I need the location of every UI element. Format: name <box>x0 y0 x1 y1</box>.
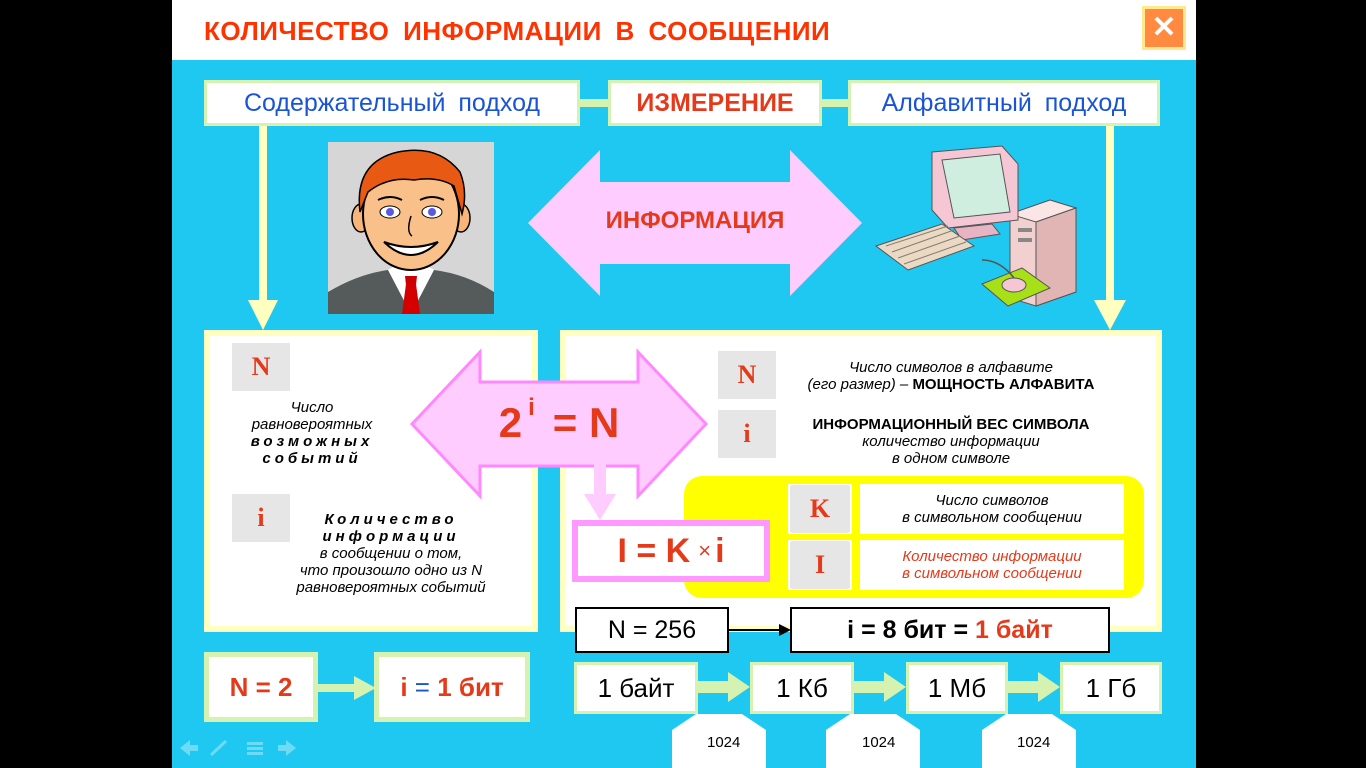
factor-1024-3: 1024 <box>1017 734 1051 751</box>
big-i-desc-line-1: Количество информации <box>902 548 1082 565</box>
unit-kb <box>750 662 854 714</box>
k-desc-line-1: Число символов <box>935 492 1049 509</box>
content-approach-label: Содержательный подход <box>243 88 541 117</box>
i-right-line-2: количество информации <box>862 433 1040 450</box>
slide <box>172 0 1196 768</box>
i-8-bit-label: i = 8 бит = <box>847 615 969 644</box>
i-desc-line-1: Количество <box>324 511 458 528</box>
k-desc-line-2: в символьном сообщении <box>902 509 1082 526</box>
pen-icon[interactable] <box>208 738 230 758</box>
n-desc-line-2: равновероятных <box>251 416 373 433</box>
formula2-times: × <box>698 538 712 563</box>
n-right-line-2a: (его размер) – <box>807 376 909 393</box>
page-title: КОЛИЧЕСТВО ИНФОРМАЦИИ В СООБЩЕНИИ <box>204 16 831 46</box>
formula-exponent: i <box>528 394 535 421</box>
unit-mb-label: 1 Мб <box>927 672 987 703</box>
big-i-symbol: I <box>791 541 849 589</box>
i-desc-line-3: в сообщении о том, <box>319 545 463 562</box>
formula-base: 2 <box>498 399 523 446</box>
n-symbol-right: N <box>718 351 776 399</box>
formula-rest: = N <box>552 399 620 446</box>
i-desc-line-4: что произошло одно из N <box>299 562 483 579</box>
i-right-line-3: в одном символе <box>891 450 1011 467</box>
n-equals-2-label: N = 2 <box>229 671 293 702</box>
formula2-right: i <box>715 531 725 570</box>
information-label: ИНФОРМАЦИЯ <box>605 207 785 234</box>
one-byte-label: 1 байт <box>975 615 1053 644</box>
i-eq-sign: = <box>414 671 430 702</box>
unit-kb-label: 1 Кб <box>776 672 828 703</box>
i-value: 1 бит <box>437 671 504 702</box>
n-desc-line-3: возможных <box>250 433 374 450</box>
i-desc-line-2: информации <box>322 528 460 545</box>
units-chain-arrows <box>172 0 1196 768</box>
close-icon: ✕ <box>1151 11 1177 44</box>
k-symbol: K <box>791 485 849 533</box>
i-symbol-right: i <box>718 410 776 458</box>
factor-1024-2: 1024 <box>862 734 896 751</box>
unit-mb <box>906 662 1008 714</box>
i-symbol-left: i <box>232 494 290 542</box>
n-256-label: N = 256 <box>607 615 697 644</box>
n-desc-line-1: Число <box>290 399 334 416</box>
unit-gb <box>1060 662 1162 714</box>
formula2-left: I = K <box>617 531 691 570</box>
symbol-weight-label: ИНФОРМАЦИОННЫЙ ВЕС СИМВОЛА <box>812 416 1090 433</box>
prev-slide-icon[interactable] <box>178 738 200 758</box>
i-desc-line-5: равновероятных событий <box>296 579 486 596</box>
alphabet-power-label: МОЩНОСТЬ АЛФАВИТА <box>912 376 1095 393</box>
n-desc-line-4: событий <box>262 450 362 467</box>
next-slide-icon[interactable] <box>276 738 298 758</box>
i-prefix: i <box>400 671 408 702</box>
unit-gb-label: 1 Гб <box>1085 672 1137 703</box>
factor-1024-1: 1024 <box>707 734 741 751</box>
n-right-line-1: Число символов в алфавите <box>849 359 1053 376</box>
measurement-label: ИЗМЕРЕНИЕ <box>636 88 794 117</box>
alphabet-approach-label: Алфавитный подход <box>881 88 1127 117</box>
unit-byte-label: 1 байт <box>597 672 675 703</box>
unit-byte <box>574 662 698 714</box>
big-i-desc-line-2: в символьном сообщении <box>902 565 1082 582</box>
n-symbol-left: N <box>232 343 290 391</box>
menu-icon[interactable] <box>244 738 266 758</box>
